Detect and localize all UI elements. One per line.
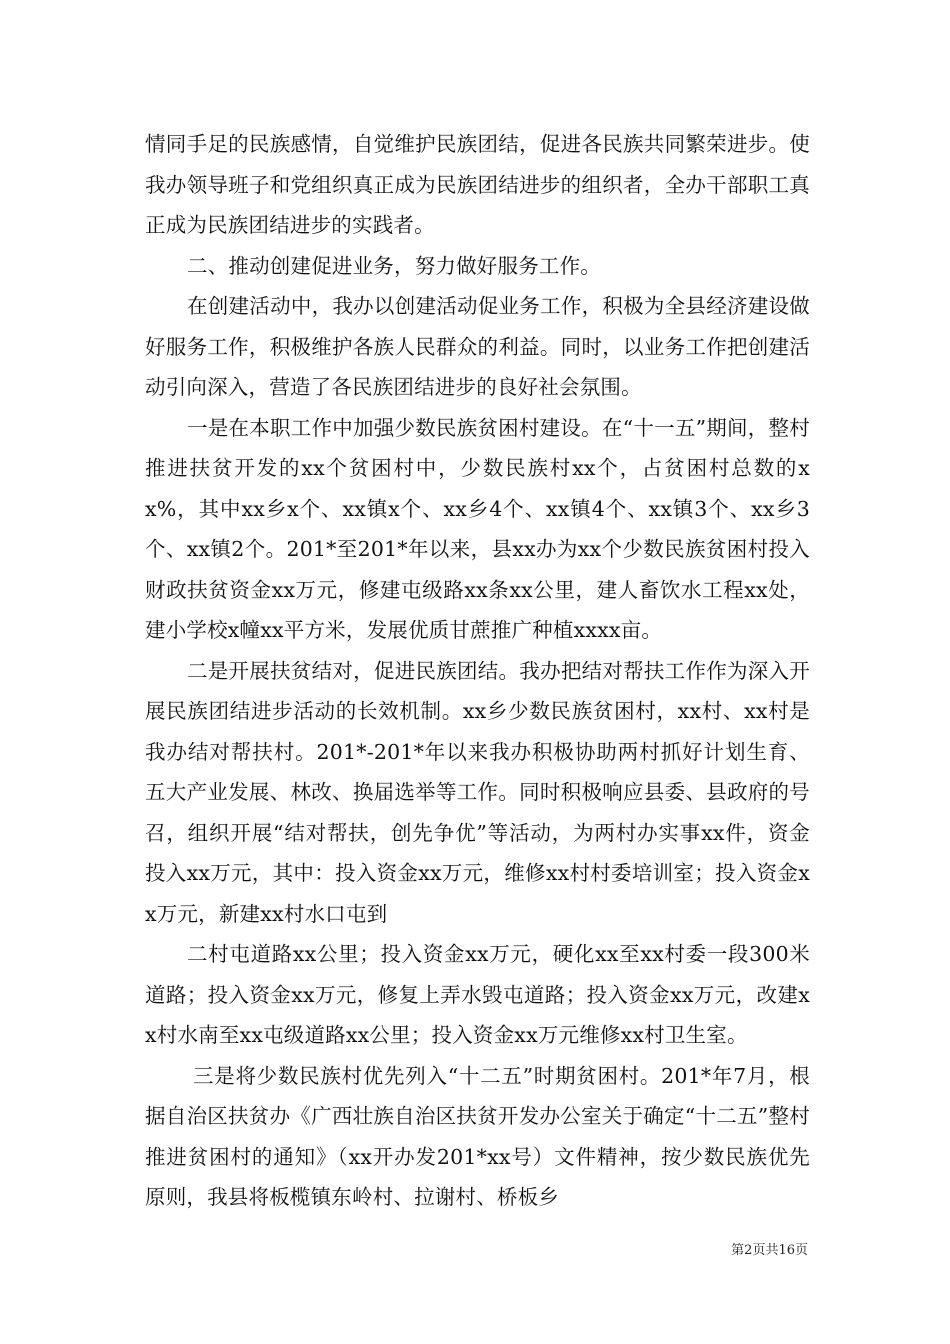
document-body — [145, 124, 810, 1218]
section-heading: 二、推动创建促进业务，努力做好服务工作。 — [187, 253, 601, 278]
paragraph: 在创建活动中，我办以创建活动促业务工作，积极为全县经济建设做好服务工作，积极维护各族人民群众的利益。同时，以业务工作把创建活动引向深入，营造了各民族团结进步的良好社会氛围。 — [145, 294, 810, 399]
paragraph: 二村屯道路xx公里；投入资金xx万元，硬化xx至xx村委一段300米道路；投入资金xx万元，修复上弄水毁屯道路；投入资金xx万元，改建xx村水南至xx屯级道路xx公里；投入资金xx万元维修xx村卫生室。 — [145, 942, 810, 1047]
paragraph-continued: 情同手足的民族感情，自觉维护民族团结，促进各民族共同繁荣进步。使我办领导班子和党组织真正成为民族团结进步的组织者，全办干部职工真正成为民族团结进步的实践者。 — [145, 132, 810, 237]
paragraph: 二是开展扶贫结对，促进民族团结。我办把结对帮扶工作作为深入开展民族团结进步活动的长效机制。xx乡少数民族贫困村，xx村、xx村是我办结对帮扶村。201*-201*年以来我办积极协助两村抓好计划生育、五大产业发展、林改、换届选举等工作。同时积极响应县委、县政府的号召，组织开展“结对帮扶，创先争优”等活动，为两村办实事xx件，资金投入xx万元，其中：投入资金xx万元，维修xx村村委培训室；投入资金xx万元，新建xx村水口屯到 — [145, 658, 810, 926]
paragraph: 三是将少数民族村优先列入“十二五”时期贫困村。201*年7月，根据自治区扶贫办《广西壮族自治区扶贫开发办公室关于确定“十二五”整村推进贫困村的通知》（xx开办发201*xx号）文件精神，按少数民族优先原则，我县将板榄镇东岭村、拉谢村、桥板乡 — [145, 1063, 810, 1209]
page-number-footer: 第2页共16页 — [731, 1243, 808, 1258]
paragraph: 一是在本职工作中加强少数民族贫困村建设。在“十一五”期间，整村推进扶贫开发的xx个贫困村中，少数民族村xx个，占贫困村总数的xx%，其中xx乡x个、xx镇x个、xx乡4个、xx镇4个、xx镇3个、xx乡3个、xx镇2个。201*至201*年以来，县xx办为xx个少数民族贫困村投入财政扶贫资金xx万元，修建屯级路xx条xx公里，建人畜饮水工程xx处，建小学校x幢xx平方米，发展优质甘蔗推广种植xxxx亩。 — [145, 415, 810, 642]
